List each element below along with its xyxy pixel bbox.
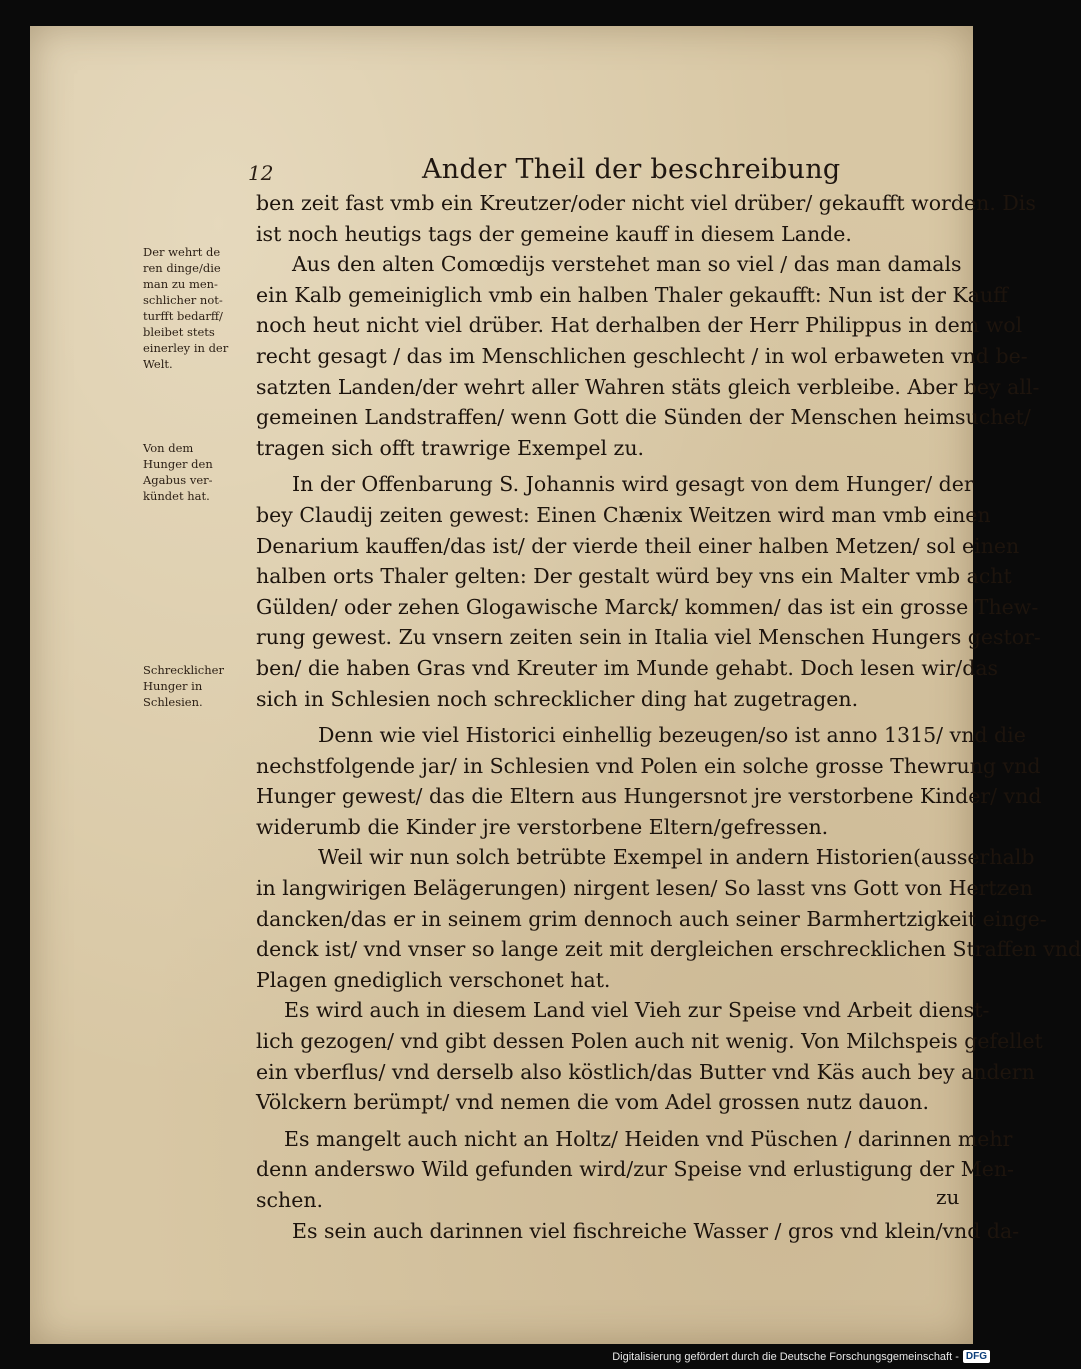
marginal-line: Schrecklicher bbox=[143, 663, 224, 677]
text-line: In der Offenbarung S. Johannis wird gesagt von dem Hunger/ der bbox=[292, 472, 974, 497]
paragraph bbox=[256, 188, 1036, 249]
text-line: Gülden/ oder zehen Glogawische Marck/ kommen/ das ist ein grosse Thew- bbox=[256, 594, 1039, 619]
text-line: nechstfolgende jar/ in Schlesien vnd Polen ein solche grosse Thewrung vnd bbox=[256, 753, 1041, 778]
text-line: Plagen gnediglich verschonet hat. bbox=[256, 967, 611, 992]
paragraph bbox=[256, 1216, 1020, 1247]
marginal-line: schlicher not- bbox=[143, 293, 223, 307]
text-line: Völckern berümpt/ vnd nemen die vom Adel grossen nutz dauon. bbox=[256, 1090, 929, 1115]
text-line: Weil wir nun solch betrübte Exempel in andern Historien(ausserhalb bbox=[318, 845, 1035, 870]
marginal-line: Hunger in bbox=[143, 679, 203, 693]
paragraph bbox=[256, 249, 960, 280]
text-line: ein Kalb gemeiniglich vmb ein halben Thaler gekaufft: Nun ist der Kauff bbox=[256, 282, 1008, 307]
marginal-line: Hunger den bbox=[143, 457, 213, 471]
text-line: sich in Schlesien noch schrecklicher ding hat zugetragen. bbox=[256, 686, 859, 711]
marginal-line: Welt. bbox=[143, 357, 173, 371]
paragraph bbox=[256, 995, 990, 1026]
text-line: noch heut nicht viel drüber. Hat derhalben der Herr Philippus in dem wol bbox=[256, 313, 1023, 338]
marginal-line: ren dinge/die bbox=[143, 261, 221, 275]
marginal-line: Schlesien. bbox=[143, 695, 203, 709]
marginal-note-schlesien bbox=[143, 662, 255, 710]
paragraph bbox=[256, 720, 1026, 751]
text-line: dancken/das er in seinem grim dennoch auch seiner Barmhertzigkeit einge- bbox=[256, 906, 1047, 931]
page-number: 12 bbox=[248, 161, 274, 185]
credit-text: Digitalisierung gefördert durch die Deutsche Forschungsgemeinschaft - bbox=[612, 1350, 959, 1363]
text-line: Es mangelt auch nicht an Holtz/ Heiden vnd Püschen / darinnen mehr bbox=[284, 1126, 1013, 1151]
digitization-credit bbox=[612, 1350, 990, 1363]
text-line: rung gewest. Zu vnsern zeiten sein in Italia viel Menschen Hungers gestor- bbox=[256, 625, 1041, 650]
text-line: in langwirigen Belägerungen) nirgent lesen/ So lasst vns Gott von Hertzen bbox=[256, 876, 1033, 901]
marginal-note-wehrt bbox=[143, 244, 255, 372]
paragraph-continued bbox=[256, 500, 1041, 714]
marginal-line: Agabus ver- bbox=[143, 473, 213, 487]
text-line: Aus den alten Comœdijs verstehet man so viel / das man damals bbox=[292, 252, 962, 277]
text-line: gemeinen Landstraffen/ wenn Gott die Sünden der Menschen heimsuchet/ bbox=[256, 405, 1031, 430]
text-line: Denarium kauffen/das ist/ der vierde theil einer halben Metzen/ sol einen bbox=[256, 533, 1020, 558]
text-line: recht gesagt / das im Menschlichen geschlecht / in wol erbaweten vnd be- bbox=[256, 343, 1028, 368]
text-line: denn anderswo Wild gefunden wird/zur Speise vnd erlustigung der Men- bbox=[256, 1157, 1014, 1182]
text-line: denck ist/ vnd vnser so lange zeit mit dergleichen erschrecklichen Straffen vnd bbox=[256, 937, 1081, 962]
marginal-line: turfft bedarff/ bbox=[143, 309, 223, 323]
text-line: Es sein auch darinnen viel fischreiche Wasser / gros vnd klein/vnd da- bbox=[292, 1218, 1020, 1243]
marginal-line: bleibet stets bbox=[143, 325, 215, 339]
book-page bbox=[30, 26, 1081, 1344]
text-line: tragen sich offt trawrige Exempel zu. bbox=[256, 435, 645, 460]
running-head: Ander Theil der beschreibung bbox=[422, 154, 841, 185]
marginal-note-hunger bbox=[143, 440, 255, 504]
paragraph bbox=[256, 842, 1035, 873]
text-line: widerumb die Kinder jre verstorbene Eltern/gefressen. bbox=[256, 814, 829, 839]
text-line: ben/ die haben Gras vnd Kreuter im Munde gehabt. Doch lesen wir/das bbox=[256, 655, 999, 680]
marginal-line: Von dem bbox=[143, 441, 194, 455]
text-line: schen. bbox=[256, 1188, 324, 1212]
catchword: zu bbox=[936, 1185, 960, 1209]
paragraph-continued bbox=[256, 751, 1042, 843]
body-text bbox=[256, 188, 1081, 1246]
marginal-line: einerley in der bbox=[143, 341, 229, 355]
paragraph-continued bbox=[256, 280, 1040, 464]
text-line: Es wird auch in diesem Land viel Vieh zur Speise vnd Arbeit dienst- bbox=[284, 998, 990, 1023]
text-line: bey Claudij zeiten gewest: Einen Chænix Weitzen wird man vmb einen bbox=[256, 502, 991, 527]
paragraph-continued bbox=[256, 873, 1081, 995]
marginal-line: Der wehrt de bbox=[143, 245, 221, 259]
paragraph-continued bbox=[256, 1154, 1014, 1215]
paragraph bbox=[256, 1124, 1013, 1155]
text-line: ein vberflus/ vnd derselb also köstlich/das Butter vnd Käs auch bey andern bbox=[256, 1059, 1035, 1084]
text-line: ben zeit fast vmb ein Kreutzer/oder nicht viel drüber/ gekaufft worden. Dis bbox=[256, 191, 1036, 215]
text-line: Hunger gewest/ das die Eltern aus Hungersnot jre verstorbene Kinder/ vnd bbox=[256, 784, 1042, 809]
paragraph-continued bbox=[256, 1026, 1043, 1118]
text-line: satzten Landen/der wehrt aller Wahren stäts gleich verbleibe. Aber bey all- bbox=[256, 374, 1040, 399]
text-line: ist noch heutigs tags der gemeine kauff in diesem Lande. bbox=[256, 221, 852, 246]
text-line: halben orts Thaler gelten: Der gestalt würd bey vns ein Malter vmb acht bbox=[256, 564, 1012, 589]
text-line: lich gezogen/ vnd gibt dessen Polen auch nit wenig. Von Milchspeis gefellet bbox=[256, 1029, 1043, 1054]
paragraph bbox=[256, 469, 974, 500]
marginal-line: kündet hat. bbox=[143, 489, 210, 503]
marginal-line: man zu men- bbox=[143, 277, 218, 291]
text-line: Denn wie viel Historici einhellig bezeugen/so ist anno 1315/ vnd die bbox=[318, 723, 1026, 748]
dfg-logo: DFG bbox=[963, 1350, 990, 1363]
